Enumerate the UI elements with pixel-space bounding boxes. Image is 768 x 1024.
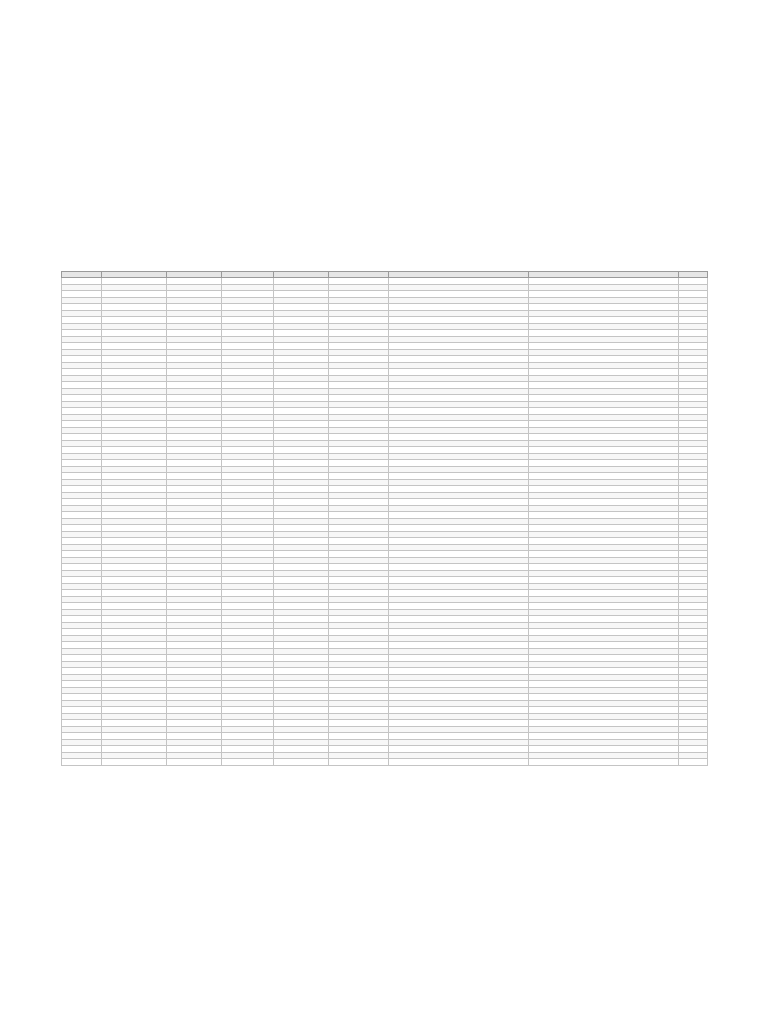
table-cell xyxy=(389,759,529,766)
table-cell xyxy=(222,759,274,766)
table-cell xyxy=(679,759,708,766)
data-table xyxy=(61,271,708,766)
table-cell xyxy=(329,759,389,766)
table-cell xyxy=(274,759,329,766)
table-cell xyxy=(167,759,222,766)
table-cell xyxy=(102,759,167,766)
table-body xyxy=(62,278,708,766)
table-row xyxy=(62,759,708,766)
table-cell xyxy=(62,759,102,766)
table-cell xyxy=(529,759,679,766)
